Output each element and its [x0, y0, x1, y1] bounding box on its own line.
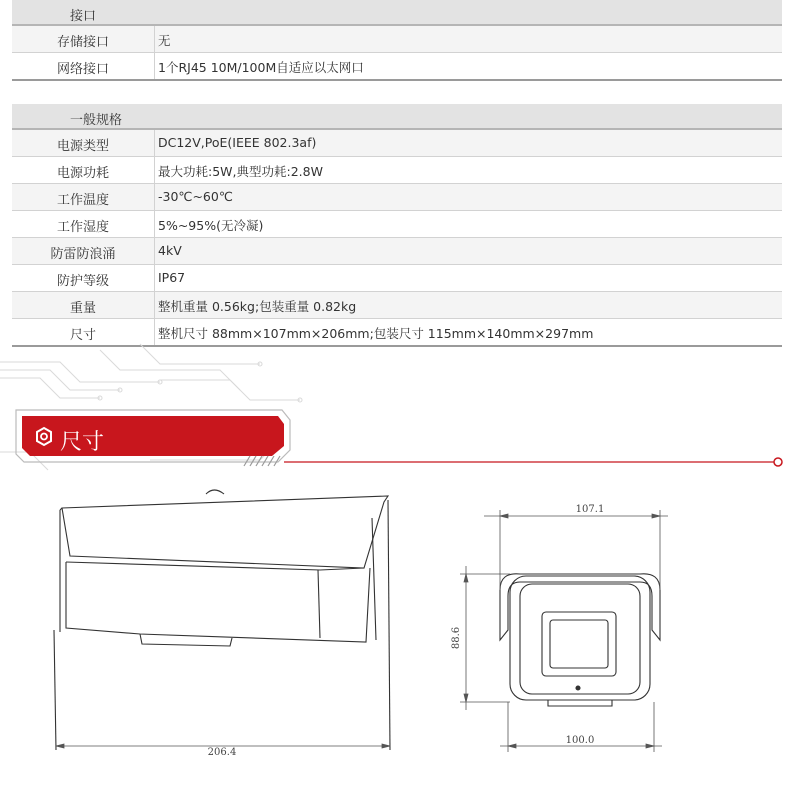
section-title: 一般规格 — [70, 113, 123, 128]
front-height-label: 88.6 — [451, 626, 462, 650]
table-end-line — [12, 79, 782, 81]
row-value: 5%~95%(无冷凝) — [158, 218, 264, 233]
row-key: 电源功耗 — [56, 166, 109, 181]
row-key: 防雷防浪涌 — [50, 247, 116, 262]
row-key: 工作温度 — [56, 193, 109, 208]
front-width-bottom-label: 100.0 — [565, 735, 595, 746]
table-row — [12, 157, 782, 184]
row-key: 网络接口 — [56, 62, 109, 77]
row-value: 1个RJ45 10M/100M自适应以太网口 — [158, 60, 364, 75]
section-header-interface — [12, 0, 782, 26]
front-dimensions — [460, 510, 668, 752]
section-title: 接口 — [70, 9, 97, 24]
side-view-drawing — [54, 490, 390, 750]
row-value: 整机重量 0.56kg;包装重量 0.82kg — [158, 299, 357, 314]
table-row — [12, 130, 782, 157]
banner-title: 尺寸 — [60, 430, 105, 455]
row-key: 存储接口 — [56, 35, 109, 50]
row-value: DC12V,PoE(IEEE 802.3af) — [158, 135, 317, 150]
table-row — [12, 26, 782, 53]
front-view-drawing — [500, 574, 660, 706]
row-key: 电源类型 — [56, 139, 109, 154]
row-value: 4kV — [158, 243, 182, 258]
row-value: IP67 — [158, 270, 186, 285]
dimension-banner-graphic — [0, 340, 790, 480]
dimension-drawing — [0, 480, 790, 780]
row-key: 防护等级 — [56, 274, 109, 289]
row-key: 重量 — [69, 301, 96, 316]
row-value: -30℃~60℃ — [158, 189, 233, 204]
table-row — [12, 265, 782, 292]
row-value: 最大功耗:5W,典型功耗:2.8W — [158, 164, 323, 179]
row-key: 尺寸 — [69, 328, 96, 343]
row-key: 工作湿度 — [56, 220, 109, 235]
table-row — [12, 53, 782, 80]
table-row — [12, 184, 782, 211]
row-value: 整机尺寸 88mm×107mm×206mm;包装尺寸 115mm×140mm×297mm — [158, 326, 594, 341]
row-value: 无 — [158, 33, 171, 48]
table-row — [12, 238, 782, 265]
table-row — [12, 292, 782, 319]
side-length-label: 206.4 — [207, 747, 237, 758]
table-row — [12, 211, 782, 238]
front-width-top-label: 107.1 — [575, 504, 605, 515]
section-header-general — [12, 104, 782, 130]
